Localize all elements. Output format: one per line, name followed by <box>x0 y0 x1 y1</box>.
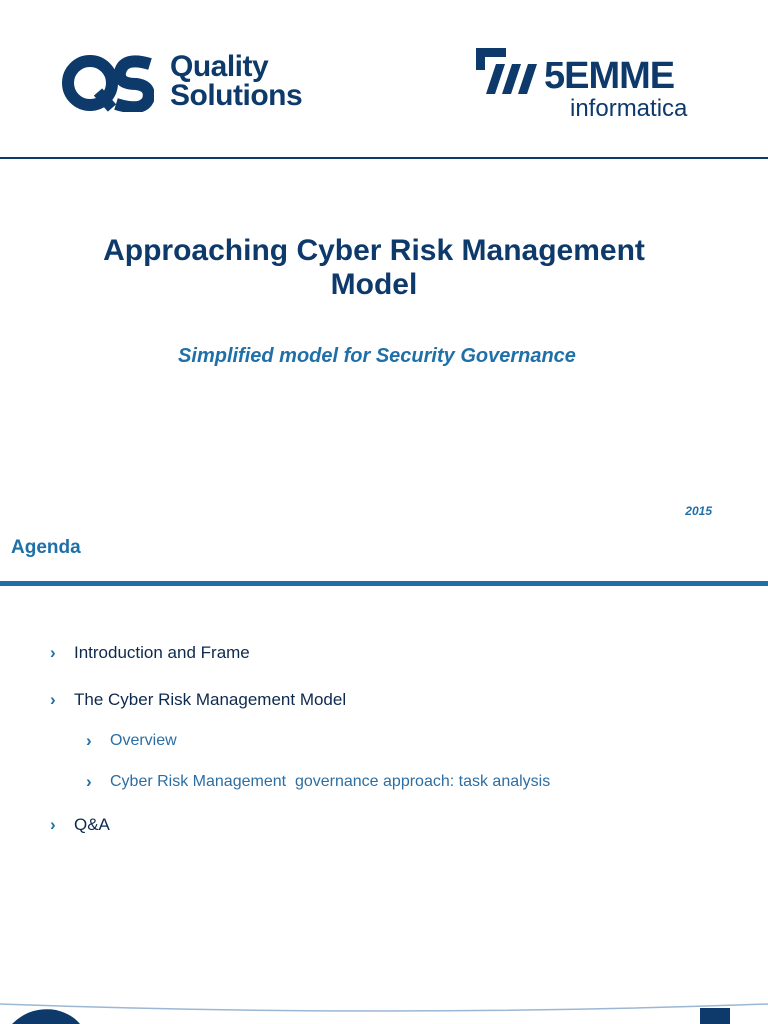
5m-stripes-icon <box>472 44 544 100</box>
slide-subtitle: Simplified model for Security Governance <box>178 345 576 367</box>
agenda-item-label: Introduction and Frame <box>74 643 250 662</box>
qs-word-line2: Solutions <box>170 79 303 112</box>
agenda-slide <box>0 530 768 1024</box>
agenda-item <box>50 643 250 663</box>
quality-solutions-logo <box>62 52 332 116</box>
chevron-right-icon: › <box>50 815 56 834</box>
agenda-heading: Agenda <box>11 537 81 558</box>
5emme-subtitle: informatica <box>570 95 688 122</box>
agenda-item <box>50 815 110 835</box>
qs-wordmark <box>170 52 302 110</box>
qs-word-line1: Quality <box>170 50 269 83</box>
slide-title: Approaching Cyber Risk Management Model <box>103 234 645 301</box>
agenda-item-label: The Cyber Risk Management Model <box>74 690 347 709</box>
chevron-right-icon: › <box>50 690 56 709</box>
qs-monogram-icon <box>62 54 154 112</box>
agenda-subitem-label: Cyber Risk Management governance approach: task analysis <box>110 773 551 790</box>
5emme-logo <box>472 40 712 130</box>
agenda-divider <box>0 581 768 586</box>
agenda-item <box>50 690 346 710</box>
5emme-name: 5EMME <box>544 55 675 97</box>
agenda-item-label: Q&A <box>74 815 110 834</box>
agenda-subitem <box>86 731 177 751</box>
chevron-right-icon: › <box>86 772 92 791</box>
agenda-subitem <box>86 772 550 792</box>
slide-year: 2015 <box>685 504 712 518</box>
chevron-right-icon: › <box>86 731 92 750</box>
agenda-subitem-label: Overview <box>110 732 177 749</box>
header-divider <box>0 157 768 159</box>
next-slide-peek <box>0 994 768 1024</box>
chevron-right-icon: › <box>50 643 56 662</box>
